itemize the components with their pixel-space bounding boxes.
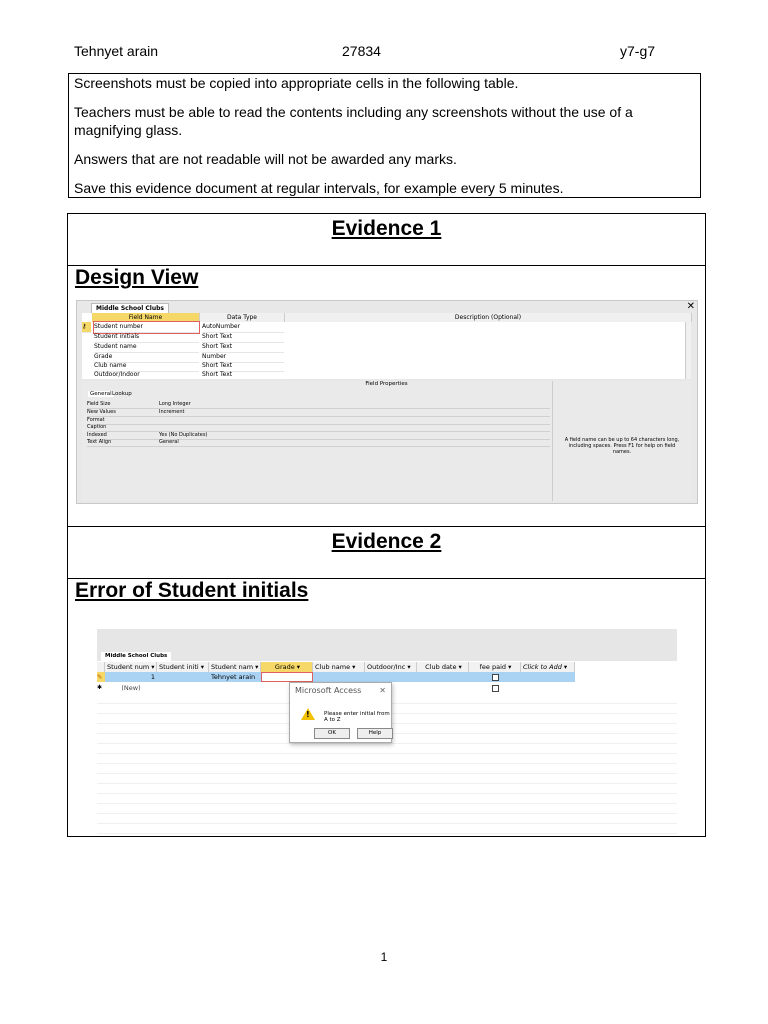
dialog-close-icon[interactable]: ✕: [379, 686, 386, 695]
instruction-1: Screenshots must be copied into appropriate cells in the following table.: [74, 75, 519, 91]
col-student-initials[interactable]: Student initi ▾: [157, 662, 209, 672]
data-type-header: Data Type: [200, 313, 285, 322]
table-tab-label: Middle School Clubs: [96, 305, 164, 312]
field-row-type[interactable]: Short Text: [202, 370, 284, 381]
group-code: y7-g7: [620, 43, 656, 59]
row-selector-header: [97, 662, 105, 672]
student-name: Tehnyet arain: [74, 43, 159, 59]
cell-grade-error[interactable]: [261, 672, 313, 682]
error-dialog: [289, 682, 392, 743]
tab-lookup[interactable]: Lookup: [112, 391, 132, 397]
property-row[interactable]: Format: [87, 417, 550, 425]
new-row-label: (New): [121, 684, 141, 692]
field-row-type[interactable]: Short Text: [202, 332, 284, 343]
field-row-type[interactable]: Short Text: [202, 361, 284, 372]
property-row[interactable]: New Values Increment: [87, 409, 550, 417]
pencil-icon: ✎: [97, 672, 105, 682]
datasheet-screenshot: [97, 629, 677, 836]
field-row-name[interactable]: Student name: [94, 342, 199, 353]
cell-student-num[interactable]: 1: [150, 673, 155, 681]
tab-general[interactable]: General: [90, 391, 112, 397]
cell-student-initials[interactable]: [159, 672, 209, 682]
col-grade[interactable]: Grade ▾: [261, 662, 313, 672]
property-row[interactable]: Indexed Yes (No Duplicates): [87, 432, 550, 440]
property-row[interactable]: Caption: [87, 424, 550, 432]
field-name-header: Field Name: [92, 313, 200, 322]
dialog-title: Microsoft Access: [295, 686, 362, 695]
evidence1-title-row: [68, 214, 705, 266]
fee-paid-checkbox[interactable]: [492, 674, 499, 681]
instruction-2: Teachers must be able to read the contents including any screenshots without the use of a magnifying glass.: [74, 104, 633, 138]
col-fee-paid[interactable]: fee paid ▾: [469, 662, 521, 672]
student-id: 27834: [342, 43, 381, 59]
ok-button[interactable]: OK: [314, 728, 350, 739]
design-view-heading: Design View: [75, 266, 199, 289]
field-row-type[interactable]: AutoNumber: [202, 322, 284, 333]
field-row-name[interactable]: Grade: [94, 352, 199, 363]
evidence2-content-row: [68, 579, 705, 836]
description-header: Description (Optional): [285, 313, 692, 322]
close-icon[interactable]: ✕: [686, 301, 695, 312]
grid-scrollbar[interactable]: [685, 322, 691, 379]
field-properties-panel: [82, 381, 691, 501]
evidence2-title: Evidence 2: [331, 530, 442, 553]
evidence1-content-row: [68, 266, 705, 527]
evidence2-title-row: [68, 527, 705, 579]
help-text: A field name can be up to 64 characters long, including spaces. Press F1 for help on field names.: [564, 437, 680, 455]
field-row-name[interactable]: Outdoor/Indoor: [94, 370, 199, 381]
instruction-4: Save this evidence document at regular intervals, for example every 5 minutes.: [74, 180, 564, 196]
divider: [552, 381, 553, 501]
table-tab[interactable]: Middle School Clubs: [101, 652, 171, 661]
ribbon-area: [97, 629, 677, 661]
evidence-table: [67, 213, 706, 837]
fee-paid-checkbox-new[interactable]: [492, 685, 499, 692]
field-row-type[interactable]: Short Text: [202, 342, 284, 353]
property-row[interactable]: Text Align General: [87, 439, 550, 447]
table-tab[interactable]: [91, 303, 169, 313]
col-outdoor-indoor[interactable]: Outdoor/Inc ▾: [365, 662, 417, 672]
col-club-name[interactable]: Club name ▾: [313, 662, 365, 672]
field-row-name[interactable]: Club name: [94, 361, 199, 372]
key-icon: ⚷: [82, 322, 91, 333]
instruction-3: Answers that are not readable will not be awarded any marks.: [74, 151, 457, 167]
design-view-screenshot: [76, 300, 698, 504]
field-row-type[interactable]: Number: [202, 352, 284, 363]
col-student-num[interactable]: Student num ▾: [105, 662, 157, 672]
page-number: 1: [380, 950, 388, 964]
cell-student-name[interactable]: Tehnyet arain: [211, 673, 256, 681]
evidence1-title: Evidence 1: [331, 217, 442, 240]
col-club-date[interactable]: Club date ▾: [417, 662, 469, 672]
error-heading: Error of Student initials: [75, 579, 309, 602]
field-properties-label: Field Properties: [365, 381, 408, 387]
col-click-to-add[interactable]: Click to Add ▾: [521, 662, 575, 672]
property-row[interactable]: Field Size Long Integer: [87, 401, 550, 409]
instructions-box: [68, 73, 701, 198]
help-button[interactable]: Help: [357, 728, 393, 739]
field-row-name[interactable]: Student initials: [94, 332, 199, 343]
warning-icon: !: [301, 708, 315, 720]
field-row-name[interactable]: Student number: [94, 322, 199, 333]
field-grid: [82, 313, 691, 379]
col-student-name[interactable]: Student nam ▾: [209, 662, 261, 672]
dialog-message: Please enter initial from A to Z: [324, 711, 390, 723]
new-row-icon: ✱: [97, 684, 103, 691]
